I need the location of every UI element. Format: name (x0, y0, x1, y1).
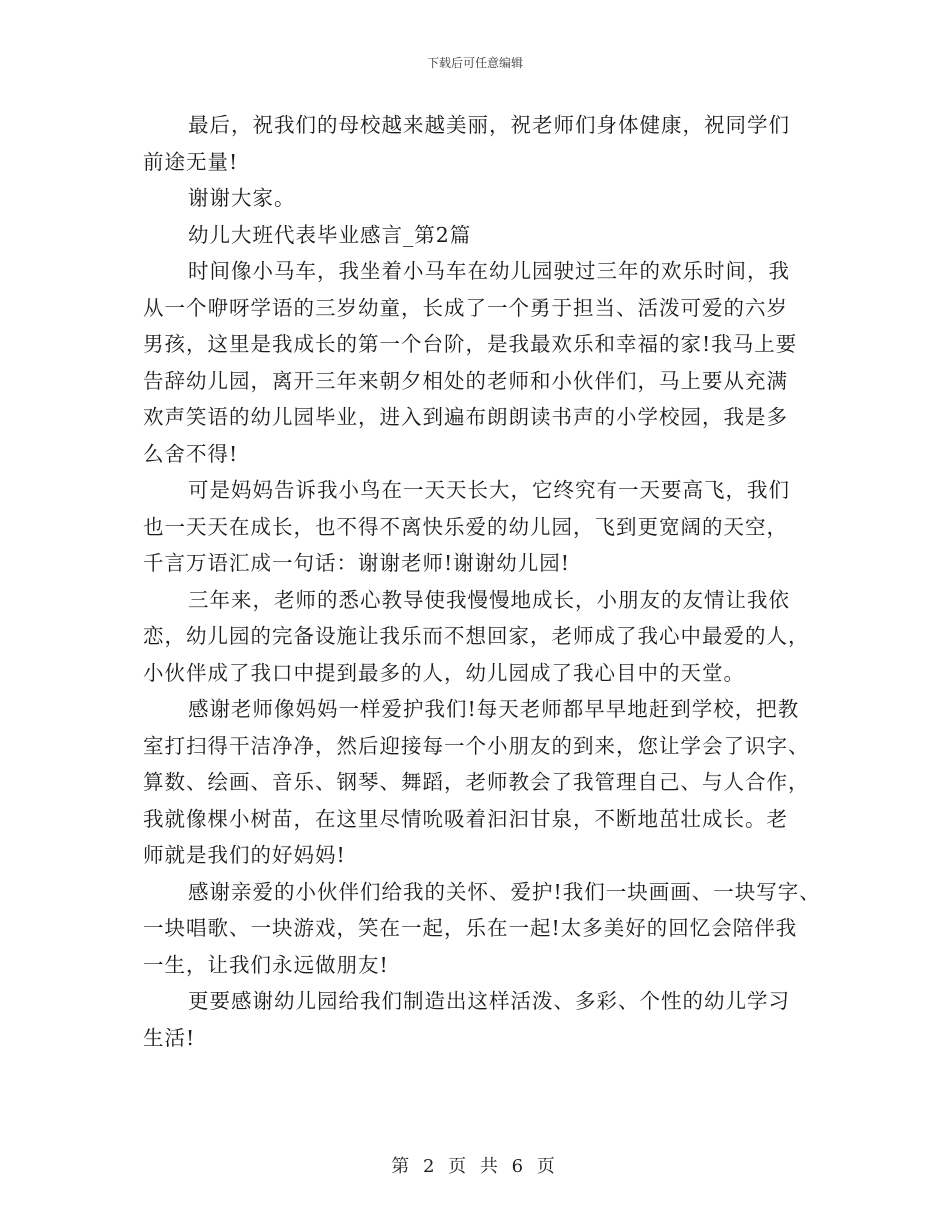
text-line: 也一天天在成长，也不得不离快乐爱的幼儿园，飞到更宽阔的天空， (143, 514, 788, 539)
text-line: 时间像小马车，我坐着小马车在幼儿园驶过三年的欢乐时间，我 (188, 259, 790, 283)
text-line: 师就是我们的好妈妈! (143, 843, 346, 867)
text-line: 一生，让我们永远做朋友! (143, 952, 389, 977)
text-line: 谢谢大家。 (188, 186, 296, 210)
page-header: 下载后可任意编辑 (426, 56, 523, 70)
document-body (143, 107, 823, 1056)
text-line: 欢声笑语的幼儿园毕业，进入到遍布朗朗读书声的小学校园，我是多 (143, 405, 788, 429)
text-line: 小伙伴成了我口中提到最多的人，幼儿园成了我心目中的天堂。 (143, 660, 745, 685)
text-line: 恋，幼儿园的完备设施让我乐而不想回家，老师成了我心中最爱的人， (143, 624, 810, 648)
text-line: 感谢亲爱的小伙伴们给我的关怀、爱护!我们一块画画、一块写字、 (188, 879, 821, 904)
text-line: 最后，祝我们的母校越来越美丽，祝老师们身体健康，祝同学们 (188, 113, 790, 137)
text-line: 从一个咿呀学语的三岁幼童，长成了一个勇于担当、活泼可爱的六岁 (143, 295, 788, 320)
text-line: 男孩，这里是我成长的第一个台阶，是我最欢乐和幸福的家!我马上要 (143, 332, 798, 356)
text-line: 告辞幼儿园，离开三年来朝夕相处的老师和小伙伴们，马上要从充满 (143, 368, 788, 393)
text-line: 室打扫得干洁净净，然后迎接每一个小朋友的到来，您让学会了识字、 (143, 733, 810, 758)
text-line: 更要感谢幼儿园给我们制造出这样活泼、多彩、个性的幼儿学习 (188, 989, 790, 1013)
text-line: 三年来，老师的悉心教导使我慢慢地成长，小朋友的友情让我依 (188, 587, 790, 612)
text-line: 千言万语汇成一句话：谢谢老师!谢谢幼儿园! (143, 551, 570, 575)
text-line: 么舍不得! (143, 441, 239, 466)
text-line: 我就像棵小树苗，在这里尽情吮吸着汩汩甘泉，不断地茁壮成长。老 (143, 806, 788, 831)
page-number-footer: 第 2 页 共 6 页 (391, 1156, 559, 1177)
text-line: 前途无量! (143, 149, 239, 174)
text-line: 生活! (143, 1025, 196, 1050)
text-line: 一块唱歌、一块游戏，笑在一起，乐在一起!太多美好的回忆会陪伴我 (143, 916, 798, 940)
text-line: 算数、绘画、音乐、钢琴、舞蹈，老师教会了我管理自己、与人合作， (143, 770, 810, 794)
text-line: 幼儿大班代表毕业感言_第2篇 (188, 222, 472, 247)
text-line: 感谢老师像妈妈一样爱护我们!每天老师都早早地赶到学校，把教 (188, 697, 800, 721)
text-line: 可是妈妈告诉我小鸟在一天天长大，它终究有一天要高飞，我们 (188, 478, 790, 502)
